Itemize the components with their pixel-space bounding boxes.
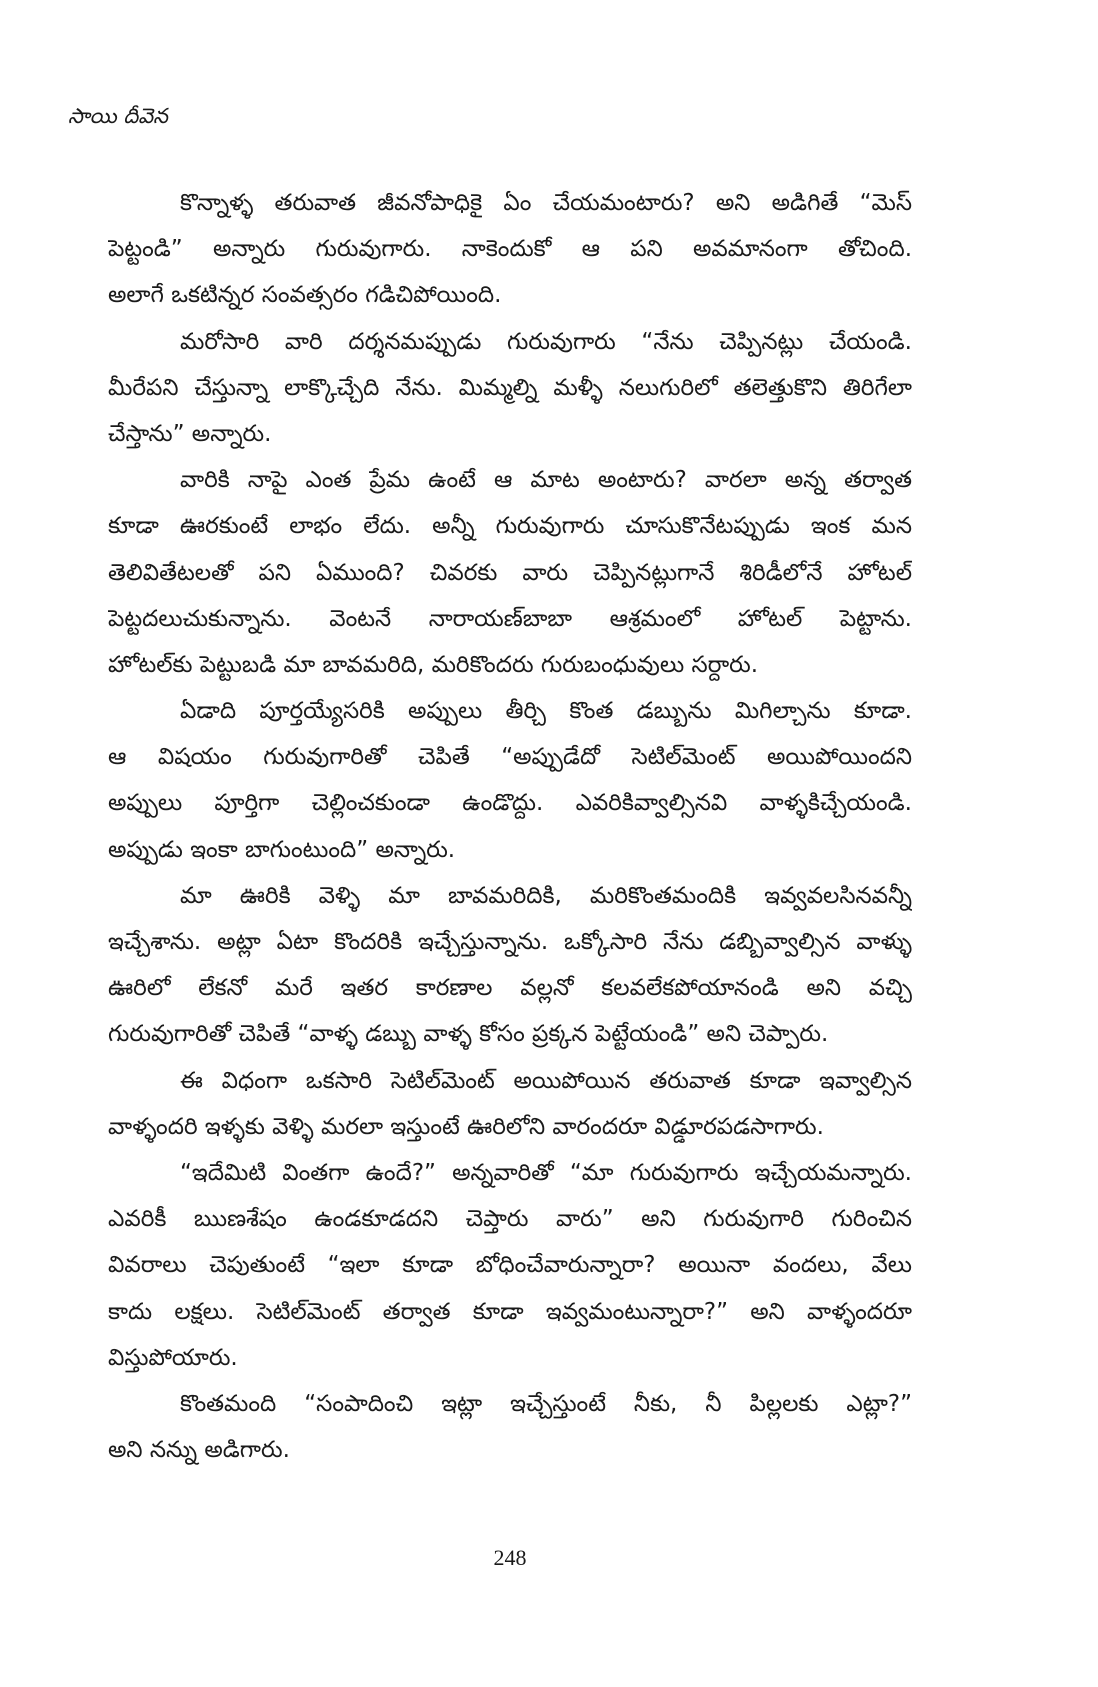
text-line: ఊరిలో లేకనో మరే ఇతర కారణాల వల్లనో కలవలేకపోయానండి అని వచ్చి — [108, 975, 912, 1002]
text-line: కొంతమంది “సంపాదించి ఇట్లా ఇచ్చేస్తుంటే నీకు, నీ పిల్లలకు ఎట్లా?” — [180, 1390, 912, 1417]
text-line: అప్పులు పూర్తిగా చెల్లించకుండా ఉండొద్దు. ఎవరికివ్వాల్సినవి వాళ్ళకిచ్చేయండి. — [108, 790, 912, 817]
text-line: ఏడాది పూర్తయ్యేసరికి అప్పులు తీర్చి కొంత డబ్బును మిగిల్చాను కూడా. — [180, 698, 912, 725]
text-line: గురువుగారితో చెపితే “వాళ్ళ డబ్బు వాళ్ళ కోసం ప్రక్కన పెట్టేయండి” అని చెప్పారు. — [108, 1021, 829, 1048]
text-line: మరోసారి వారి దర్శనమప్పుడు గురువుగారు “నేను చెప్పినట్లు చేయండి. — [180, 328, 912, 355]
text-line: కొన్నాళ్ళ తరువాత జీవనోపాధికై ఏం చేయమంటారు? అని అడిగితే “మెస్ — [180, 190, 912, 216]
paragraph — [108, 1058, 912, 1150]
text-line: చేస్తాను” అన్నారు. — [108, 420, 272, 447]
text-line: అలాగే ఒకటిన్నర సంవత్సరం గడిచిపోయింది. — [108, 282, 502, 309]
text-line: హోటల్‌కు పెట్టుబడి మా బావమరిది, మరికొందరు గురుబంధువులు సర్దారు. — [108, 651, 759, 678]
text-line: పెట్టదలుచుకున్నాను. వెంటనే నారాయణ్‌బాబా ఆశ్రమంలో హోటల్ పెట్టాను. — [108, 605, 912, 632]
text-line: మీరేపని చేస్తున్నా లాక్కొచ్చేది నేను. మిమ్మల్ని మళ్ళీ నలుగురిలో తలెత్తుకొని తిరిగేలా — [108, 374, 912, 401]
text-line: ఇచ్చేశాను. అట్లా ఏటా కొందరికి ఇచ్చేస్తున్నాను. ఒక్కోసారి నేను డబ్బివ్వాల్సిన వాళ్ళు — [108, 929, 912, 955]
text-line: ఈ విధంగా ఒకసారి సెటిల్‌మెంట్ అయిపోయిన తరువాత కూడా ఇవ్వాల్సిన — [180, 1067, 912, 1094]
text-line: అప్పుడు ఇంకా బాగుంటుంది” అన్నారు. — [108, 836, 456, 863]
text-line: వివరాలు చెపుతుంటే “ఇలా కూడా బోధించేవారున్నారా? అయినా వందలు, వేలు — [108, 1252, 912, 1279]
page-number: 248 — [493, 1545, 527, 1570]
paragraph — [108, 1381, 912, 1473]
text-line: వాళ్ళందరి ఇళ్ళకు వెళ్ళి మరలా ఇస్తుంటే ఊరిలోని వారందరూ విడ్డూరపడసాగారు. — [108, 1113, 824, 1140]
text-line: విస్తుపోయారు. — [108, 1344, 238, 1371]
paragraph — [108, 873, 912, 1058]
paragraph — [108, 180, 912, 319]
body-text — [108, 180, 912, 1473]
paragraph — [108, 319, 912, 458]
text-line: తెలివితేటలతో పని ఏముంది? చివరకు వారు చెప్పినట్లుగానే శిరిడీలోనే హోటల్ — [108, 559, 912, 586]
paragraph — [108, 688, 912, 873]
text-line: ఆ విషయం గురువుగారితో చెపితే “అప్పుడేదో సెటిల్‌మెంట్ అయిపోయిందని — [108, 744, 912, 771]
text-line: కాదు లక్షలు. సెటిల్‌మెంట్ తర్వాత కూడా ఇవ్వమంటున్నారా?” అని వాళ్ళందరూ — [108, 1298, 912, 1325]
text-line: పెట్టండి” అన్నారు గురువుగారు. నాకెందుకో ఆ పని అవమానంగా తోచింది. — [108, 236, 912, 263]
text-line: మా ఊరికి వెళ్ళి మా బావమరిదికి, మరికొంతమందికి ఇవ్వవలసినవన్నీ — [180, 882, 912, 909]
text-line: కూడా ఊరకుంటే లాభం లేదు. అన్నీ గురువుగారు చూసుకొనేటప్పుడు ఇంక మన — [108, 513, 912, 540]
text-line: “ఇదేమిటి వింతగా ఉందే?” అన్నవారితో “మా గురువుగారు ఇచ్చేయమన్నారు. — [180, 1159, 912, 1186]
text-line: ఎవరికీ ఋణశేషం ఉండకూడదని చెప్తారు వారు” అని గురువుగారి గురించిన — [108, 1206, 912, 1233]
paragraph — [108, 1150, 912, 1381]
text-line: అని నన్ను అడిగారు. — [108, 1437, 290, 1464]
running-header: సాయి దీవెన — [68, 104, 168, 128]
paragraph — [108, 457, 912, 688]
text-line: వారికి నాపై ఎంత ప్రేమ ఉంటే ఆ మాట అంటారు? వారలా అన్న తర్వాత — [180, 467, 912, 494]
